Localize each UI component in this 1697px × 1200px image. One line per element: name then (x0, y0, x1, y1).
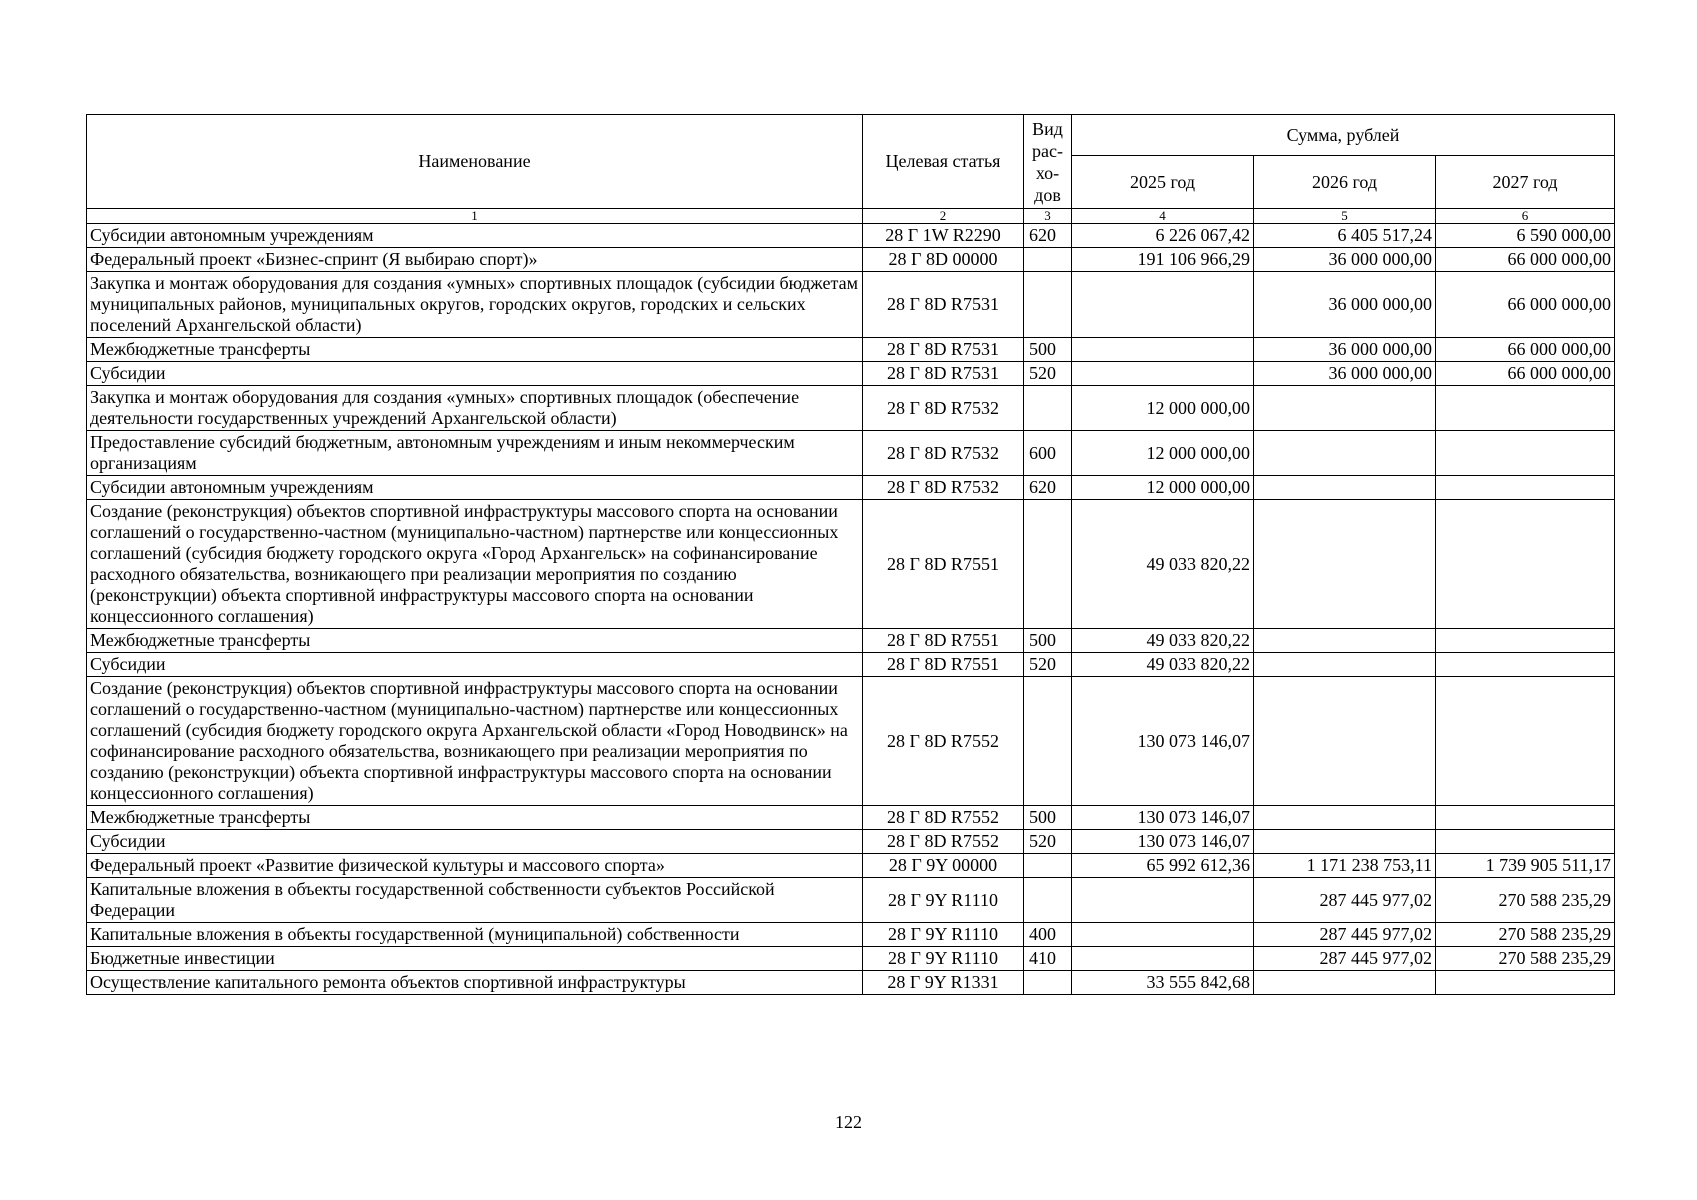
row-amount-2027: 66 000 000,00 (1436, 272, 1615, 338)
row-name: Создание (реконструкция) объектов спортивной инфраструктуры массового спорта на основании соглашений о государственно-частном (муниципально-частном) партнерстве или концессионных соглашений (субсидия бюджету городского округа Архангельской области «Город Новодвинск» на софинансирование расходного обязательства, возникающего при реализации мероприятия по созданию (реконструкции) объекта спортивной инфраструктуры массового спорта на основании концессионного соглашения) (87, 677, 863, 806)
row-name: Субсидии автономным учреждениям (87, 224, 863, 248)
row-amount-2026 (1254, 476, 1436, 500)
table-row (87, 923, 1615, 947)
table-row (87, 854, 1615, 878)
row-target-article: 28 Г 9Y R1331 (863, 971, 1024, 995)
row-amount-2025: 12 000 000,00 (1072, 476, 1254, 500)
row-name: Субсидии (87, 653, 863, 677)
row-target-article: 28 Г 8D R7531 (863, 362, 1024, 386)
row-expense-type: 620 (1024, 476, 1072, 500)
row-target-article: 28 Г 8D R7552 (863, 677, 1024, 806)
table-row (87, 947, 1615, 971)
row-amount-2026: 1 171 238 753,11 (1254, 854, 1436, 878)
row-amount-2026 (1254, 677, 1436, 806)
row-amount-2027 (1436, 677, 1615, 806)
row-name: Предоставление субсидий бюджетным, автономным учреждениям и иным некоммерческим организациям (87, 431, 863, 476)
row-amount-2027 (1436, 500, 1615, 629)
row-expense-type (1024, 500, 1072, 629)
row-name: Закупка и монтаж оборудования для создания «умных» спортивных площадок (субсидии бюджетам муниципальных районов, муниципальных округов, городских округов, городских и сельских поселений Архангельской области) (87, 272, 863, 338)
column-number: 1 (87, 209, 863, 224)
column-number: 6 (1436, 209, 1615, 224)
table-header (87, 115, 1615, 224)
row-target-article: 28 Г 8D R7552 (863, 830, 1024, 854)
row-expense-type: 500 (1024, 338, 1072, 362)
row-amount-2026: 36 000 000,00 (1254, 338, 1436, 362)
row-target-article: 28 Г 8D R7531 (863, 272, 1024, 338)
row-amount-2026: 287 445 977,02 (1254, 947, 1436, 971)
row-amount-2025: 130 073 146,07 (1072, 806, 1254, 830)
row-amount-2025: 130 073 146,07 (1072, 677, 1254, 806)
table-row (87, 500, 1615, 629)
row-amount-2026: 36 000 000,00 (1254, 248, 1436, 272)
table-row (87, 362, 1615, 386)
row-amount-2025: 49 033 820,22 (1072, 629, 1254, 653)
row-amount-2027: 66 000 000,00 (1436, 248, 1615, 272)
row-amount-2026: 287 445 977,02 (1254, 878, 1436, 923)
row-name: Субсидии (87, 362, 863, 386)
row-amount-2026 (1254, 386, 1436, 431)
row-amount-2025 (1072, 878, 1254, 923)
row-amount-2025: 6 226 067,42 (1072, 224, 1254, 248)
row-amount-2026: 36 000 000,00 (1254, 272, 1436, 338)
row-amount-2027 (1436, 476, 1615, 500)
row-amount-2027 (1436, 806, 1615, 830)
row-amount-2027: 270 588 235,29 (1436, 878, 1615, 923)
row-expense-type: 520 (1024, 362, 1072, 386)
row-amount-2025 (1072, 947, 1254, 971)
row-amount-2025: 49 033 820,22 (1072, 500, 1254, 629)
row-amount-2026 (1254, 830, 1436, 854)
row-amount-2026 (1254, 971, 1436, 995)
row-name: Осуществление капитального ремонта объектов спортивной инфраструктуры (87, 971, 863, 995)
row-name: Капитальные вложения в объекты государственной собственности субъектов Российской Федерации (87, 878, 863, 923)
row-target-article: 28 Г 8D R7532 (863, 386, 1024, 431)
column-number: 4 (1072, 209, 1254, 224)
table-row (87, 677, 1615, 806)
row-expense-type (1024, 971, 1072, 995)
table-body (87, 224, 1615, 995)
row-target-article: 28 Г 8D 00000 (863, 248, 1024, 272)
table-row (87, 248, 1615, 272)
row-name: Закупка и монтаж оборудования для создания «умных» спортивных площадок (обеспечение деятельности государственных учреждений Архангельской области) (87, 386, 863, 431)
row-amount-2027 (1436, 431, 1615, 476)
row-target-article: 28 Г 9Y R1110 (863, 923, 1024, 947)
row-expense-type (1024, 878, 1072, 923)
row-amount-2026: 36 000 000,00 (1254, 362, 1436, 386)
table-row (87, 338, 1615, 362)
row-amount-2027 (1436, 971, 1615, 995)
row-expense-type (1024, 386, 1072, 431)
header-year-2025: 2025 год (1072, 156, 1254, 209)
row-amount-2027 (1436, 386, 1615, 431)
row-name: Федеральный проект «Развитие физической культуры и массового спорта» (87, 854, 863, 878)
row-expense-type: 500 (1024, 629, 1072, 653)
header-name: Наименование (87, 115, 863, 209)
column-number-row (87, 209, 1615, 224)
row-amount-2027 (1436, 830, 1615, 854)
row-amount-2025: 12 000 000,00 (1072, 386, 1254, 431)
row-name: Создание (реконструкция) объектов спортивной инфраструктуры массового спорта на основании соглашений о государственно-частном (муниципально-частном) партнерстве или концессионных соглашений (субсидия бюджету городского округа «Город Архангельск» на софинансирование расходного обязательства, возникающего при реализации мероприятия по созданию (реконструкции) объекта спортивной инфраструктуры массового спорта на основании концессионного соглашения) (87, 500, 863, 629)
table-row (87, 386, 1615, 431)
row-amount-2025 (1072, 362, 1254, 386)
table-row (87, 272, 1615, 338)
table-row (87, 476, 1615, 500)
row-target-article: 28 Г 8D R7532 (863, 431, 1024, 476)
header-amount: Сумма, рублей (1072, 115, 1615, 156)
row-amount-2025: 130 073 146,07 (1072, 830, 1254, 854)
row-amount-2026 (1254, 431, 1436, 476)
column-number: 2 (863, 209, 1024, 224)
table-row (87, 830, 1615, 854)
row-amount-2025: 12 000 000,00 (1072, 431, 1254, 476)
row-amount-2027 (1436, 653, 1615, 677)
row-target-article: 28 Г 1W R2290 (863, 224, 1024, 248)
row-name: Межбюджетные трансферты (87, 806, 863, 830)
row-amount-2026: 287 445 977,02 (1254, 923, 1436, 947)
row-target-article: 28 Г 8D R7551 (863, 653, 1024, 677)
row-target-article: 28 Г 8D R7531 (863, 338, 1024, 362)
row-name: Субсидии автономным учреждениям (87, 476, 863, 500)
row-amount-2027: 66 000 000,00 (1436, 338, 1615, 362)
table-row (87, 806, 1615, 830)
page-number: 122 (835, 1112, 862, 1132)
row-amount-2026 (1254, 806, 1436, 830)
header-year-2026: 2026 год (1254, 156, 1436, 209)
row-expense-type: 520 (1024, 830, 1072, 854)
column-number: 3 (1024, 209, 1072, 224)
row-expense-type (1024, 272, 1072, 338)
row-amount-2026: 6 405 517,24 (1254, 224, 1436, 248)
row-name: Федеральный проект «Бизнес-спринт (Я выбираю спорт)» (87, 248, 863, 272)
table-row (87, 431, 1615, 476)
row-amount-2025: 65 992 612,36 (1072, 854, 1254, 878)
row-expense-type: 400 (1024, 923, 1072, 947)
header-row (87, 115, 1615, 156)
row-expense-type: 600 (1024, 431, 1072, 476)
row-amount-2027: 270 588 235,29 (1436, 923, 1615, 947)
row-amount-2025 (1072, 923, 1254, 947)
row-amount-2025: 191 106 966,29 (1072, 248, 1254, 272)
row-expense-type: 520 (1024, 653, 1072, 677)
row-expense-type (1024, 677, 1072, 806)
row-amount-2027: 270 588 235,29 (1436, 947, 1615, 971)
table-row (87, 653, 1615, 677)
row-target-article: 28 Г 8D R7552 (863, 806, 1024, 830)
row-expense-type: 500 (1024, 806, 1072, 830)
row-amount-2027: 66 000 000,00 (1436, 362, 1615, 386)
row-amount-2026 (1254, 653, 1436, 677)
header-expense-type: Вид рас-хо-дов (1024, 115, 1072, 209)
row-amount-2027 (1436, 629, 1615, 653)
table-row (87, 971, 1615, 995)
row-target-article: 28 Г 9Y R1110 (863, 878, 1024, 923)
row-name: Субсидии (87, 830, 863, 854)
header-year-2027: 2027 год (1436, 156, 1615, 209)
row-name: Межбюджетные трансферты (87, 338, 863, 362)
row-name: Бюджетные инвестиции (87, 947, 863, 971)
row-expense-type: 620 (1024, 224, 1072, 248)
row-amount-2026 (1254, 629, 1436, 653)
row-target-article: 28 Г 8D R7551 (863, 500, 1024, 629)
header-target-article: Целевая статья (863, 115, 1024, 209)
row-name: Капитальные вложения в объекты государственной (муниципальной) собственности (87, 923, 863, 947)
row-amount-2027: 1 739 905 511,17 (1436, 854, 1615, 878)
table-row (87, 224, 1615, 248)
budget-table (86, 114, 1615, 995)
row-target-article: 28 Г 9Y R1110 (863, 947, 1024, 971)
row-target-article: 28 Г 9Y 00000 (863, 854, 1024, 878)
row-amount-2025 (1072, 338, 1254, 362)
row-amount-2026 (1254, 500, 1436, 629)
row-name: Межбюджетные трансферты (87, 629, 863, 653)
row-target-article: 28 Г 8D R7551 (863, 629, 1024, 653)
row-amount-2025: 33 555 842,68 (1072, 971, 1254, 995)
row-amount-2027: 6 590 000,00 (1436, 224, 1615, 248)
column-number: 5 (1254, 209, 1436, 224)
row-expense-type (1024, 248, 1072, 272)
row-expense-type (1024, 854, 1072, 878)
row-amount-2025 (1072, 272, 1254, 338)
row-target-article: 28 Г 8D R7532 (863, 476, 1024, 500)
table-row (87, 629, 1615, 653)
row-amount-2025: 49 033 820,22 (1072, 653, 1254, 677)
row-expense-type: 410 (1024, 947, 1072, 971)
table-row (87, 878, 1615, 923)
